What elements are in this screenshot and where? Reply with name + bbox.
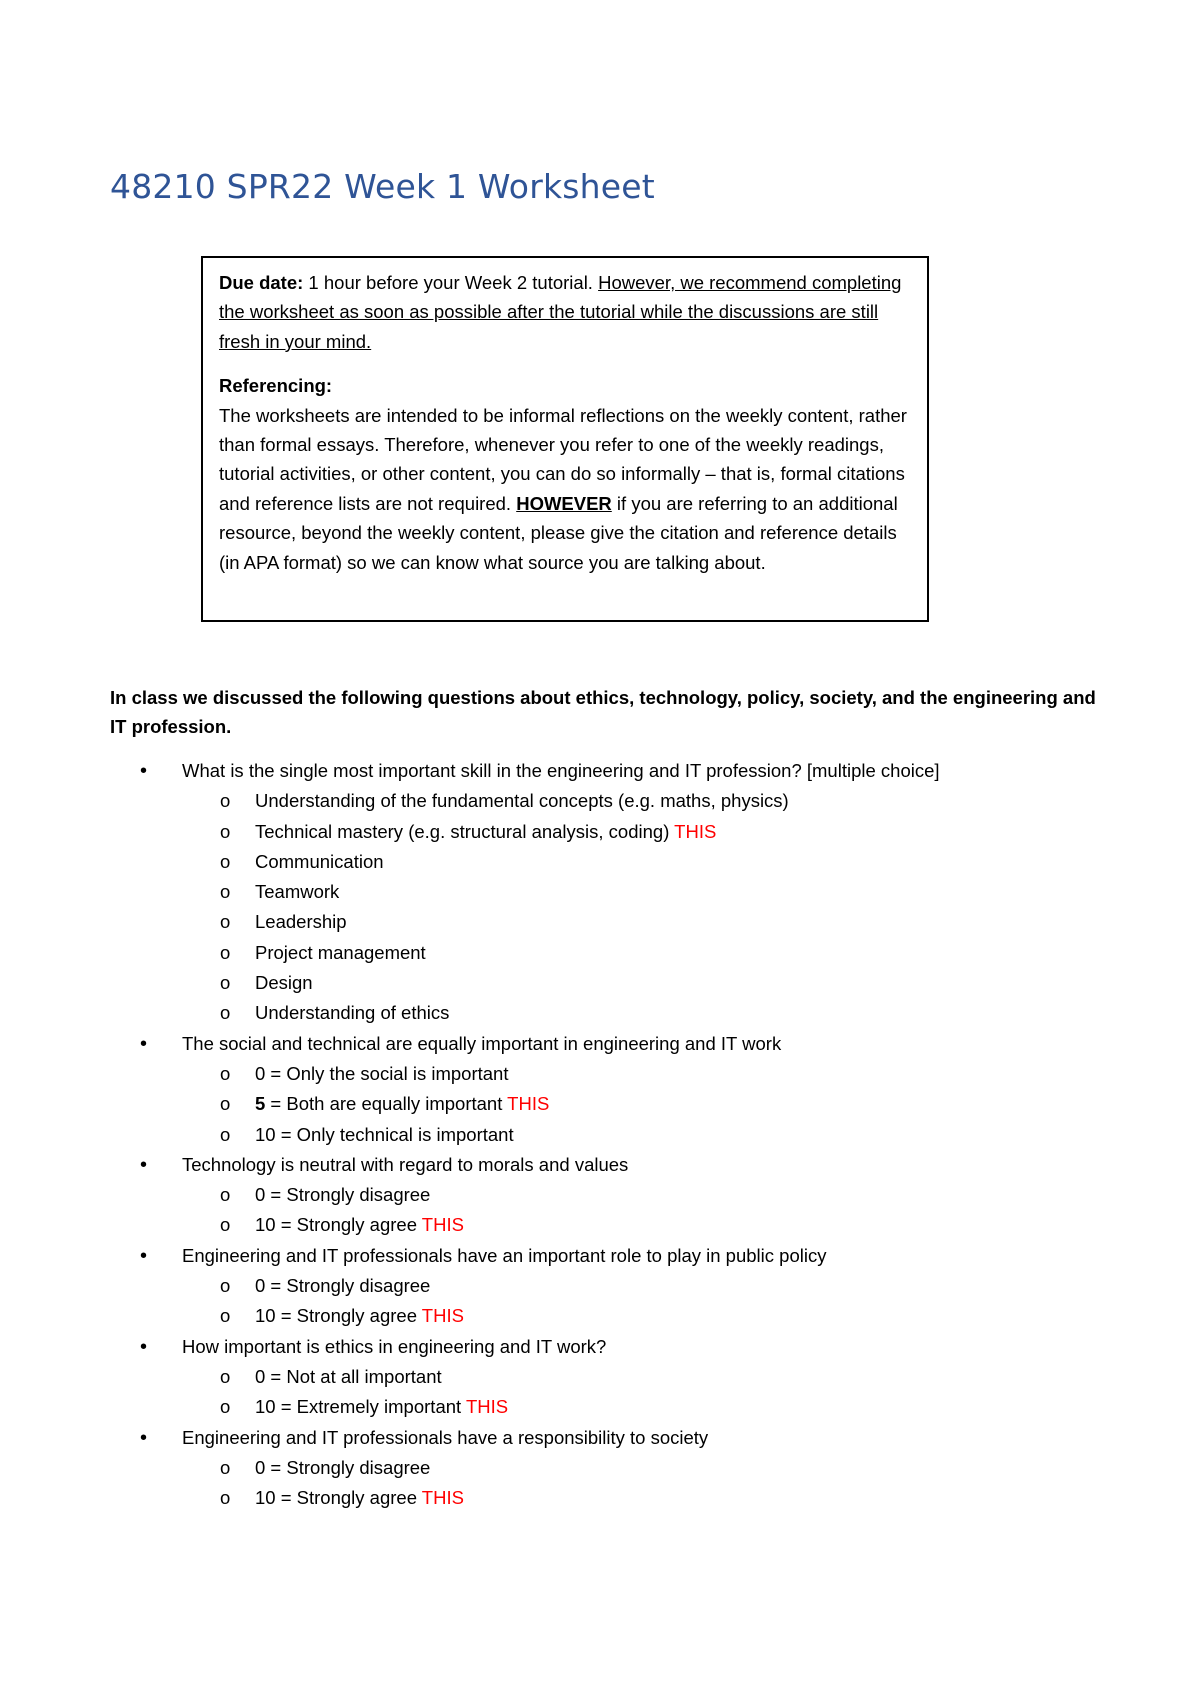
referencing-paragraph: [219, 401, 913, 577]
option-text: [255, 1210, 464, 1240]
option-text: [255, 1120, 514, 1150]
question-item: [0, 1423, 1200, 1453]
option-item: [0, 1089, 1200, 1119]
option-label: 10 = Strongly agree: [255, 1305, 422, 1327]
option-label: Understanding of the fundamental concepts (e.g. maths, physics): [255, 790, 789, 812]
bullet-icon: •: [140, 1426, 148, 1449]
option-label: Leadership: [255, 911, 347, 933]
option-label: 10 = Strongly agree: [255, 1214, 422, 1236]
sub-bullet-icon: o: [220, 1062, 231, 1084]
instructions-box: [201, 256, 929, 622]
option-label: 0 = Strongly disagree: [255, 1275, 431, 1297]
bullet-icon: •: [140, 1032, 148, 1055]
option-text: [255, 1059, 508, 1089]
sub-bullet-icon: o: [220, 1184, 231, 1206]
bullet-icon: •: [140, 1153, 148, 1176]
option-text: [255, 1392, 508, 1422]
option-emphasis: 5: [255, 1093, 266, 1115]
sub-bullet-icon: o: [220, 1487, 231, 1509]
question-item: [0, 756, 1200, 786]
option-text: [255, 938, 426, 968]
referencing-emphasis: HOWEVER: [516, 492, 612, 514]
option-text: [255, 847, 384, 877]
bullet-icon: •: [140, 760, 148, 782]
selected-answer-tag: THIS: [421, 1214, 464, 1236]
option-label: Project management: [255, 941, 426, 963]
option-label: 10 = Extremely important: [255, 1396, 466, 1418]
option-text: [255, 968, 313, 998]
option-label: 10 = Strongly agree: [255, 1487, 422, 1509]
option-item: [0, 1301, 1200, 1331]
option-text: [255, 1089, 549, 1119]
option-label: 0 = Strongly disagree: [255, 1456, 431, 1478]
option-item: [0, 847, 1200, 877]
due-date-paragraph: [219, 268, 913, 356]
sub-bullet-icon: o: [220, 1365, 231, 1387]
option-text: [255, 1483, 464, 1513]
selected-answer-tag: THIS: [421, 1487, 464, 1509]
selected-answer-tag: THIS: [674, 820, 717, 842]
selected-answer-tag: THIS: [421, 1305, 464, 1327]
option-item: [0, 1362, 1200, 1392]
question-text: The social and technical are equally important in engineering and IT work: [182, 1032, 782, 1054]
referencing-text: The worksheets are intended to be informal reflections on the weekly content, rather than formal essays. Therefore, whenever you refer to one of the weekly readings, tutorial activities, or other content, you can do so informally – that is, formal citations and reference lists are not required.: [219, 404, 907, 514]
option-item: [0, 1210, 1200, 1240]
question-text: Engineering and IT professionals have an important role to play in public policy: [182, 1244, 827, 1266]
option-item: [0, 968, 1200, 998]
sub-bullet-icon: o: [220, 1275, 231, 1297]
option-item: [0, 1180, 1200, 1210]
option-text: [255, 1362, 442, 1392]
page-title: 48210 SPR22 Week 1 Worksheet: [110, 167, 655, 206]
option-item: [0, 998, 1200, 1028]
option-text: [255, 877, 339, 907]
sub-bullet-icon: o: [220, 941, 231, 963]
option-text: [255, 1301, 464, 1331]
option-label: Communication: [255, 850, 384, 872]
option-text: [255, 907, 347, 937]
option-text: [255, 1453, 430, 1483]
due-date-recommendation: However, we recommend completing the worksheet as soon as possible after the tutorial while the discussions are still fresh in your mind.: [219, 272, 902, 352]
question-item: [0, 1029, 1200, 1059]
question-text: How important is ethics in engineering and IT work?: [182, 1335, 607, 1357]
question-text: Engineering and IT professionals have a responsibility to society: [182, 1426, 709, 1448]
sub-bullet-icon: o: [220, 1214, 231, 1236]
option-text: [255, 786, 789, 816]
sub-bullet-icon: o: [220, 911, 231, 933]
option-item: [0, 817, 1200, 847]
option-label: 10 = Only technical is important: [255, 1123, 514, 1145]
sub-bullet-icon: o: [220, 1093, 231, 1115]
option-text: [255, 1271, 430, 1301]
option-label: 0 = Not at all important: [255, 1365, 442, 1387]
option-text: [255, 1180, 430, 1210]
option-item: [0, 1271, 1200, 1301]
sub-bullet-icon: o: [220, 1002, 231, 1024]
option-item: [0, 877, 1200, 907]
due-date-label: Due date:: [219, 272, 304, 293]
question-text: What is the single most important skill in the engineering and IT profession? [multiple choice]: [182, 760, 940, 781]
option-item: [0, 786, 1200, 816]
due-date-text: 1 hour before your Week 2 tutorial.: [303, 272, 599, 293]
option-label: Teamwork: [255, 881, 340, 903]
selected-answer-tag: THIS: [465, 1396, 509, 1418]
question-text: Technology is neutral with regard to morals and values: [182, 1153, 629, 1175]
option-item: [0, 1120, 1200, 1150]
sub-bullet-icon: o: [220, 1123, 231, 1145]
option-item: [0, 938, 1200, 968]
bullet-icon: •: [140, 1244, 148, 1267]
question-item: [0, 1241, 1200, 1271]
option-label: = Both are equally important: [265, 1093, 508, 1115]
question-item: [0, 1150, 1200, 1180]
referencing-text-continued: if you are referring to an additional resource, beyond the weekly content, please give the citation and reference details (in APA format) so we can know what source you are talking about.: [219, 492, 898, 573]
option-label: 0 = Strongly disagree: [255, 1184, 431, 1206]
option-item: [0, 907, 1200, 937]
sub-bullet-icon: o: [220, 1305, 231, 1327]
option-item: [0, 1483, 1200, 1513]
sub-bullet-icon: o: [220, 1456, 231, 1478]
option-label: 0 = Only the social is important: [255, 1062, 509, 1084]
option-label: Understanding of ethics: [255, 1002, 450, 1024]
option-label: Design: [255, 972, 313, 994]
sub-bullet-icon: o: [220, 820, 231, 842]
option-item: [0, 1392, 1200, 1422]
option-text: [255, 998, 449, 1028]
option-item: [0, 1059, 1200, 1089]
option-item: [0, 1453, 1200, 1483]
option-text: [255, 817, 716, 847]
sub-bullet-icon: o: [220, 790, 231, 812]
option-label: Technical mastery (e.g. structural analysis, coding): [255, 820, 675, 842]
selected-answer-tag: THIS: [507, 1093, 550, 1115]
bullet-icon: •: [140, 1335, 148, 1358]
sub-bullet-icon: o: [220, 850, 231, 872]
intro-paragraph: In class we discussed the following questions about ethics, technology, policy, society, and the engineering and IT profession.: [110, 687, 1096, 737]
sub-bullet-icon: o: [220, 972, 231, 994]
question-list: [0, 756, 1200, 1513]
sub-bullet-icon: o: [220, 1396, 231, 1418]
referencing-label: Referencing:: [219, 375, 333, 397]
question-item: [0, 1332, 1200, 1362]
sub-bullet-icon: o: [220, 881, 231, 903]
